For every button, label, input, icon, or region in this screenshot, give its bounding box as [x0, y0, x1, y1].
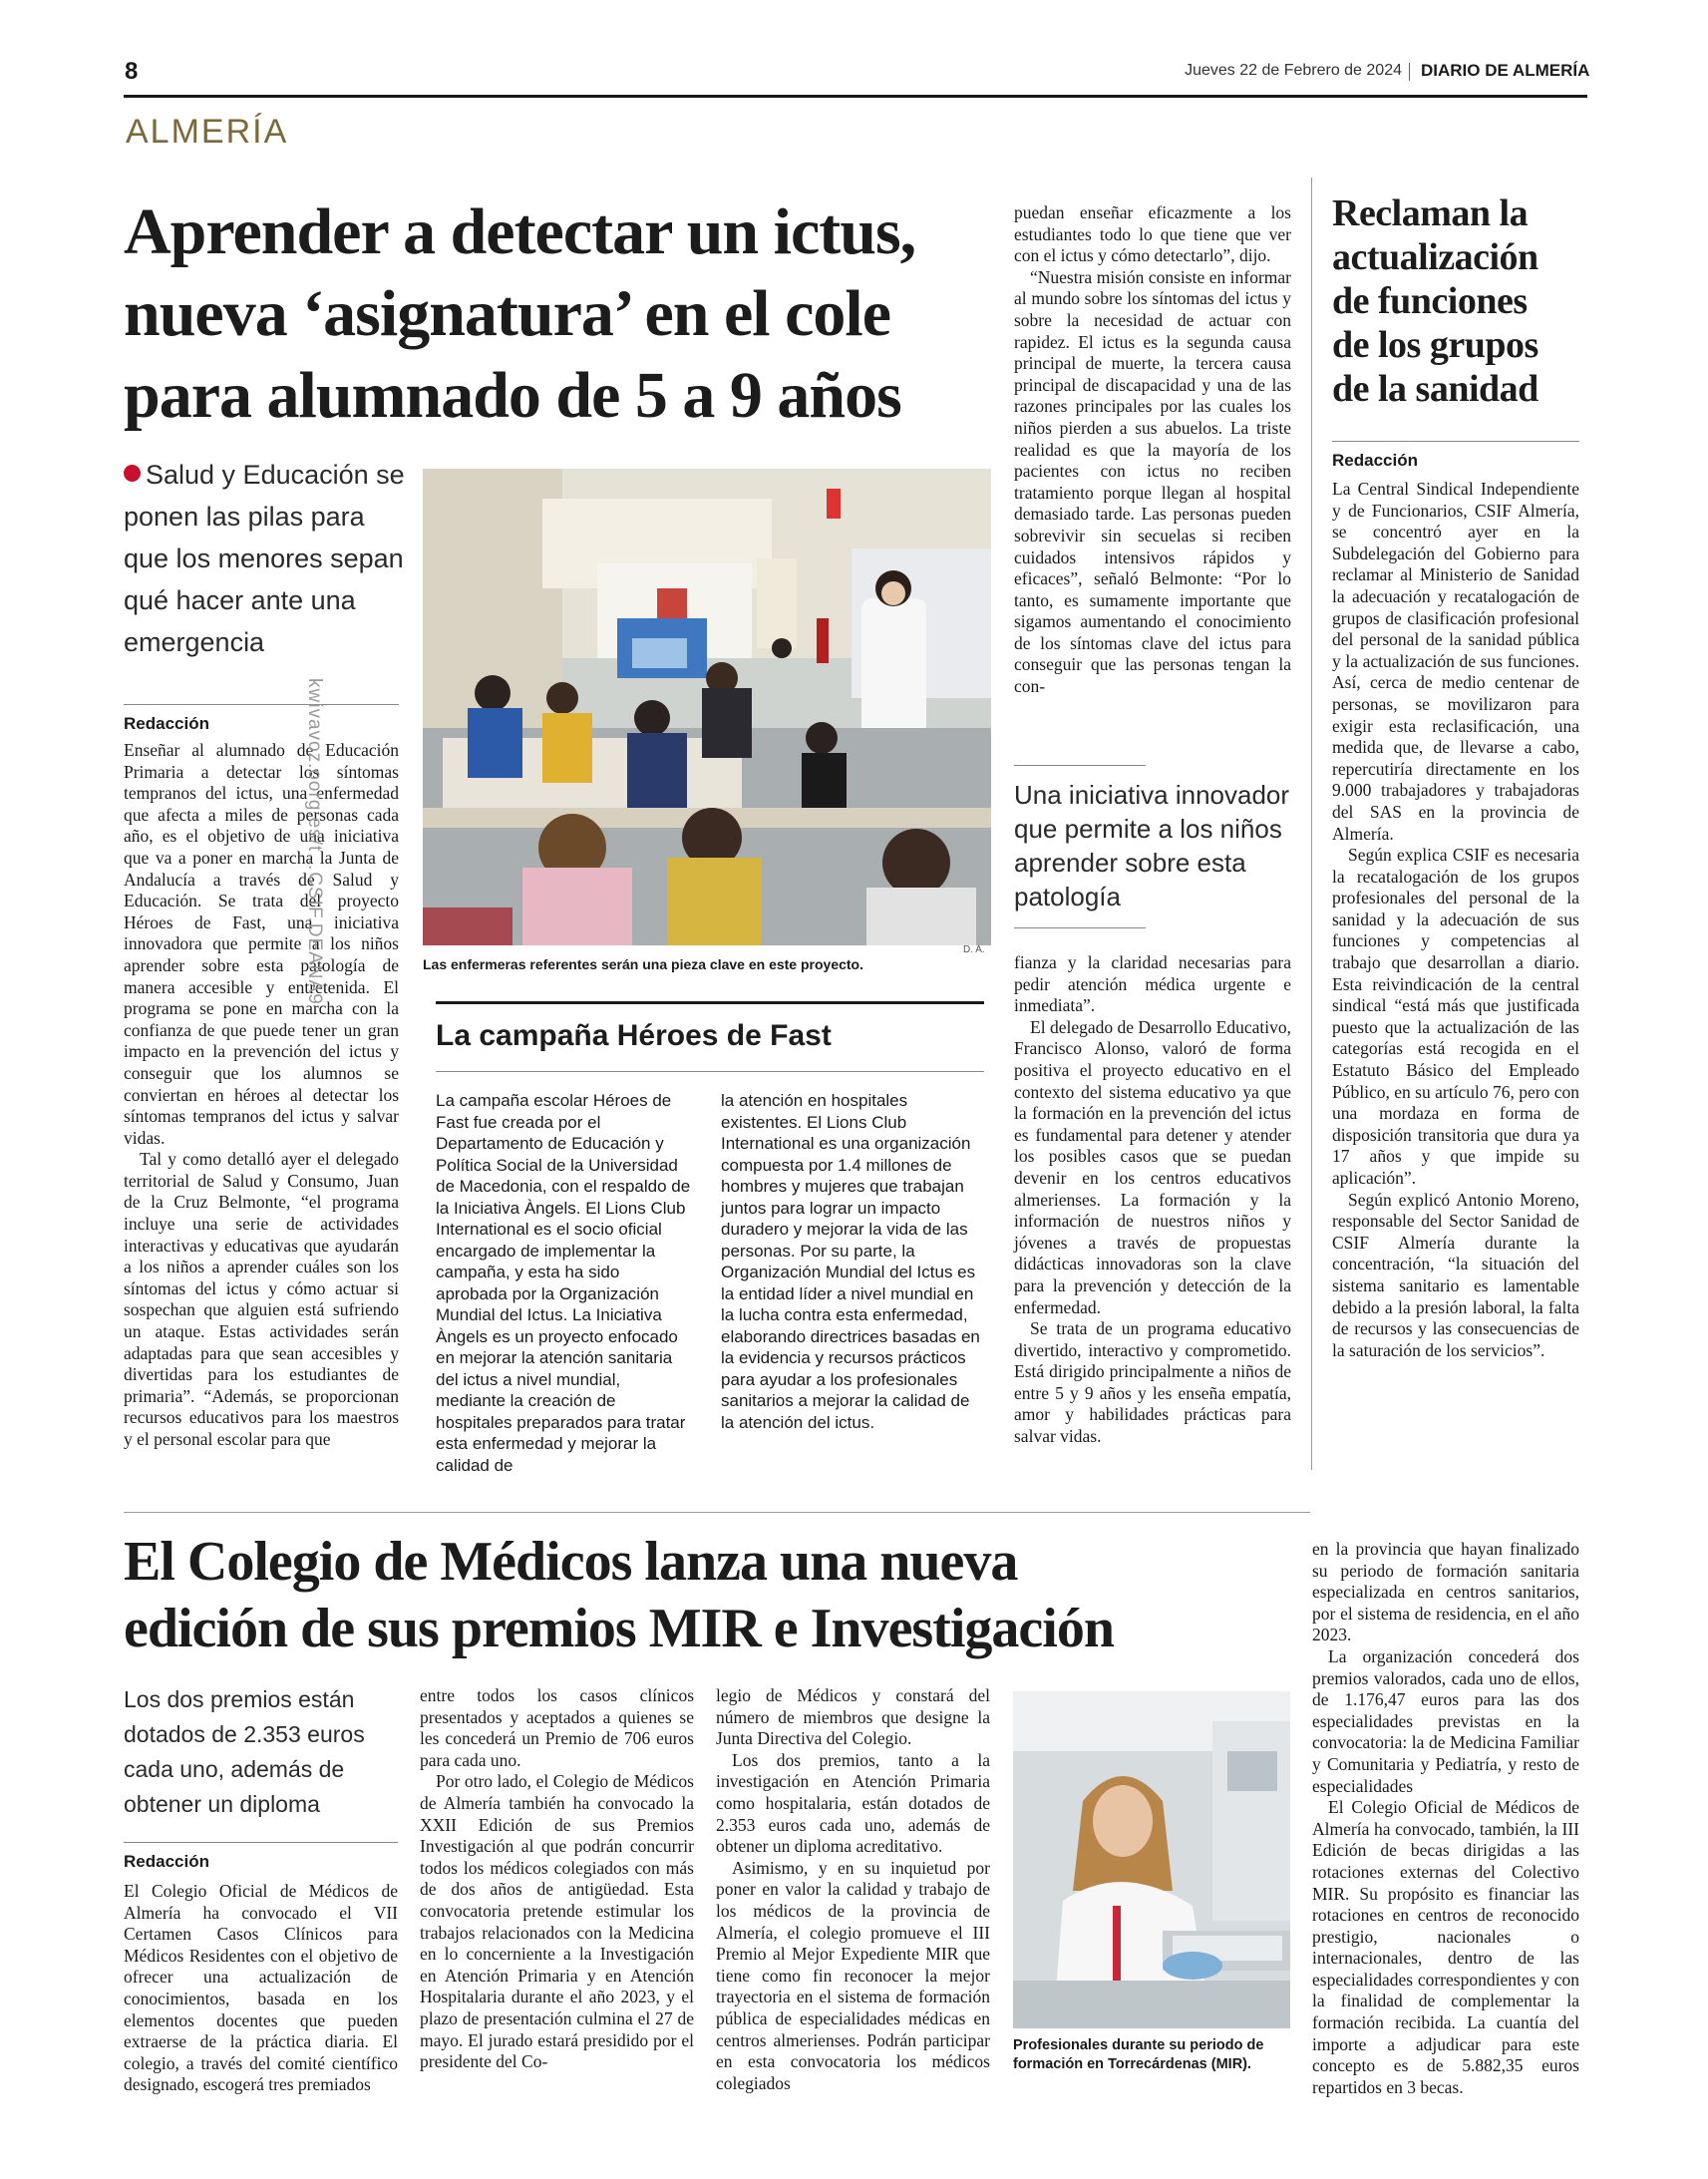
- article3-headline-line: edición de sus premios MIR e Investigación: [124, 1598, 1114, 1659]
- header-rule: [124, 95, 1587, 98]
- article2-body: [1332, 479, 1579, 1361]
- article3-paragraph: Asimismo, y en su inquietud por poner en valor la calidad y trabajo de los médicos de la provincia de Almería, el colegio promueve el III Premio al Mejor Expediente MIR que tiene como fin reconocer la mejor trayectoria en el sistema de formación pública de especialidades médicas en centros almerienses. Podrán participar en esta convocatoria los médicos colegiados: [716, 1857, 990, 2093]
- byline-rule: [124, 704, 399, 705]
- article1-headline-line: Aprender a detectar un ictus,: [124, 195, 916, 268]
- article2-headline-line: actualización: [1332, 236, 1538, 278]
- mir-doctor-photo: [1013, 1691, 1290, 2028]
- column-divider: [1311, 178, 1312, 1470]
- article1-byline: Redacción: [124, 714, 209, 733]
- article2-paragraph: Según explica CSIF es necesaria la recatalogación de los grupos profesionales del personal de la sanidad y la adecuación de sus funciones y competencias al trabajo que desarrollan a diario. Esta reivindicación de la central sindical “está más que justificada puesto que la actualización de las categorías está recogida en el Estatuto Básico del Empleado Público, en su artículo 76, pero con una mordaza en forma de disposición transitoria que dura ya 17 años y que impide su aplicación”.: [1332, 845, 1579, 1188]
- article3-headline-line: El Colegio de Médicos lanza una nueva: [124, 1531, 1018, 1593]
- sidebar-box-title: La campaña Héroes de Fast: [436, 1019, 832, 1052]
- pullquote-top-rule: [1014, 765, 1146, 766]
- header-date: Jueves 22 de Febrero de 2024: [1185, 62, 1402, 79]
- article3-subhead: Los dos premios están dotados de 2.353 euros cada uno, además de obtener un diploma: [124, 1686, 365, 1817]
- article1-headline-line: nueva ‘asignatura’ en el cole: [124, 277, 891, 350]
- article1-subhead-text: Salud y Educación se ponen las pilas para que los menores sepan qué hacer ante una emergencia: [124, 460, 405, 657]
- sidebar-box-top-rule: [436, 1001, 984, 1004]
- red-bullet-icon: [124, 465, 141, 482]
- article1-headline: [124, 191, 1001, 437]
- article3-paragraph: La organización concederá dos premios valorados, cada uno de ellos, de 1.176,47 euros para las dos especialidades previstas en la convocatoria: la de Medicina Familiar y Comunitaria y Pediatría, y resto de especialidades: [1312, 1645, 1579, 1796]
- article3-col3: [716, 1685, 990, 2094]
- article3-paragraph: entre todos los casos clínicos presentados y aceptados a quienes se les concederá un Premio de 706 euros para cada uno.: [420, 1685, 694, 1770]
- article3-paragraph: El Colegio Oficial de Médicos de Almería ha convocado el VII Certamen Casos Clínicos para Médicos Residentes con el objetivo de ofrecer una actualización de conocimientos, basada en los elementos docentes que pueden extraerse de la práctica diaria. El colegio, a través del comité científico designado, escogerá tres premiados: [124, 1881, 398, 2095]
- article3-col1: [124, 1881, 398, 2096]
- article1-col3-top: [1014, 202, 1291, 698]
- article2-paragraph: La Central Sindical Independiente y de Funcionarios, CSIF Almería, se concentró ayer en la Subdelegación del Gobierno para reclamar al Ministerio de Sanidad la adecuación y recatalogación de grupos de clasificación profesional del personal de la sanidad pública y la actualización de sus funciones. Así, cerca de medio centenar de personas, se movilizaron para exigir esta reclasificación, una medida que, de llevarse a cabo, repercutiría directamente en los 9.000 trabajadores y trabajadoras del SAS en la provincia de Almería.: [1332, 479, 1579, 844]
- article2-headline-line: de la sanidad: [1332, 368, 1538, 410]
- article1-paragraph: Se trata de un programa educativo divertido, interactivo y comprometido. Está dirigido principalmente a niños de entre 5 y 9 años y les enseña empatía, amor y habilidades prácticas para salvar vidas.: [1014, 1318, 1291, 1447]
- article3-paragraph: en la provincia que hayan finalizado su periodo de formación sanitaria especializada en centros sanitarios, por el sistema de residencia, en el año 2023.: [1312, 1539, 1579, 1645]
- article2-headline-line: Reclaman la: [1332, 192, 1529, 234]
- article1-paragraph: Tal y como detalló ayer el delegado territorial de Salud y Consumo, Juan de la Cruz Belmonte, “el programa incluye una serie de actividades interactivas y educativas que ayudarán a los niños a aprender cuáles son los síntomas del ictus y cómo actuar si sospechan que alguien está sufriendo un ataque. Estas actividades serán adaptadas para que sean accesibles y divertidas para los estudiantes de primaria”. “Además, se proporcionan recursos educativos para los maestros y el personal escolar para que: [124, 1149, 399, 1449]
- article1-subhead: [124, 454, 405, 663]
- article1-col1: [124, 740, 399, 1451]
- sidebar-box-title-rule: [436, 1071, 984, 1072]
- article2-headline-line: de funciones: [1332, 280, 1528, 322]
- article2-byline-rule: [1332, 441, 1579, 442]
- article2-headline: [1332, 191, 1591, 411]
- article3-paragraph: Por otro lado, el Colegio de Médicos de Almería también ha convocado la XXII Edición de sus Premios Investigación al que podrán concurrir todos los médicos colegiados con más de dos años de antigüedad. Esta convocatoria pretende estimular los trabajos relacionados con la Medicina en lo concerniente a la Investigación en Atención Primaria y en Atención Hospitalaria durante el año 2023, y el plazo de presentación culmina el 27 de mayo. El jurado estará presidido por el presidente del Co-: [420, 1771, 694, 2072]
- photo1-credit: D. A.: [963, 944, 985, 955]
- article3-byline-rule: [124, 1842, 398, 1843]
- article3-byline: Redacción: [124, 1852, 209, 1871]
- header-separator: [1409, 63, 1410, 81]
- pullquote-bottom-rule: [1014, 927, 1146, 928]
- article2-headline-line: de los grupos: [1332, 324, 1538, 366]
- page-number: 8: [125, 58, 139, 85]
- article1-col3-bottom: [1014, 952, 1291, 1448]
- sidebar-box-col2: la atención en hospitales existentes. El Lions Club International es una organización compuesta por 1.4 millones de hombres y mujeres que trabajan juntos para lograr un impacto duradero y mejorar la vida de las personas. Por su parte, la Organización Mundial del Ictus es la entidad líder a nivel mundial en la lucha contra esta enfermedad, elaborando directrices basadas en la evidencia y recursos prácticos para ayudar a los profesionales sanitarios a mejorar la calidad de la atención del ictus.: [721, 1091, 980, 1432]
- article1-paragraph: Enseñar al alumnado de Educación Primaria a detectar los síntomas tempranos del ictus, una enfermedad que afecta a miles de personas cada año, es el objetivo de una iniciativa que va a poner en marcha la Junta de Andalucía a través de Salud y Educación. Se trata del proyecto Héroes de Fast, una iniciativa innovadora que permite a los niños aprender sobre esta patología de manera accesible y entretenida. El programa se pone en marcha con la confianza de que puede tener un gran impacto en la prevención del ictus y conseguir que los alumnos se conviertan en héroes al detectar los síntomas tempranos del ictus y salvar vidas.: [124, 740, 399, 1148]
- publication-name: DIARIO DE ALMERÍA: [1421, 61, 1590, 80]
- article1-paragraph: “Nuestra misión consiste en informar al mundo sobre los síntomas del ictus y sobre la necesidad de actuar con rapidez. El ictus es la segunda causa principal de muerte, la tercera causa principal de discapacidad y una de las razones principales por las cuales los niños pierden a sus abuelos. La triste realidad es que la mayoría de los pacientes con ictus no reciben tratamiento porque llegan al hospital demasiado tarde. Las personas pueden sobrevivir sin secuelas si reciben cuidados intensivos rápidos y eficaces”, señaló Belmonte: “Por lo tanto, es sumamente importante que sigamos aumentando el conocimiento de los síntomas clave del ictus para conseguir que las personas tengan la con-: [1014, 266, 1291, 697]
- article1-pullquote: Una iniciativa innovador que permite a los niños aprender sobre esta patología: [1014, 780, 1290, 911]
- section-divider: [124, 1512, 1310, 1513]
- article2-byline: Redacción: [1332, 451, 1418, 470]
- sidebar-box-col1: La campaña escolar Héroes de Fast fue creada por el Departamento de Educación y Política Social de la Universidad de Macedonia, con el respaldo de la Iniciativa Àngels. El Lions Club International es el socio oficial encargado de implementar la campaña, y esta ha sido aprobada por la Organización Mundial del Ictus. La Iniciativa Àngels es un proyecto enfocado en mejorar la atención sanitaria del ictus a nivel mundial, mediante la creación de hospitales preparados para tratar esta enfermedad y mejorar la calidad de: [436, 1091, 691, 1475]
- section-label: ALMERÍA: [126, 113, 289, 151]
- article3-col5: [1312, 1539, 1579, 2098]
- photo1-caption: Las enfermeras referentes serán una pieza clave en este proyecto.: [423, 956, 863, 972]
- article1-paragraph: fianza y la claridad necesarias para pedir atención médica urgente e inmediata”.: [1014, 952, 1291, 1016]
- article1-paragraph: puedan enseñar eficazmente a los estudiantes todo lo que tiene que ver con el ictus y cómo detectarlo”, dijo.: [1014, 202, 1291, 266]
- watermark-text: kwivavoz.oorg.es/t…CSIF.DEANA9: [304, 678, 325, 1005]
- classroom-photo: [423, 469, 991, 945]
- photo2-caption: Profesionales durante su periodo de formación en Torrecárdenas (MIR).: [1013, 2037, 1264, 2072]
- article1-headline-line: para alumnado de 5 a 9 años: [124, 359, 901, 432]
- article3-headline: [124, 1529, 1320, 1662]
- article3-paragraph: Los dos premios, tanto a la investigación en Atención Primaria como hospitalaria, están dotados de 2.353 euros cada uno, además de obtener un diploma acreditativo.: [716, 1749, 990, 1857]
- article1-paragraph: El delegado de Desarrollo Educativo, Francisco Alonso, valoró de forma positiva el proyecto educativo en el contexto del sistema educativo ya que la formación en la prevención del ictus es fundamental para detener y atender los posibles casos que se puedan devenir en los centros educativos almerienses. La formación y la información de nuestros niños y jóvenes a través de propuestas didácticas innovadoras son la clave para la prevención y detección de la enfermedad.: [1014, 1016, 1291, 1317]
- article3-paragraph: legio de Médicos y constará del número de miembros que designe la Junta Directiva del Colegio.: [716, 1685, 990, 1749]
- article3-paragraph: El Colegio Oficial de Médicos de Almería ha convocado, también, la III Edición de becas dirigidas a las rotaciones externas del Colectivo MIR. Su propósito es financiar las rotaciones en centros de reconocido prestigio, nacionales o internacionales, dentro de las especialidades correspondientes y con la finalidad de complementar la formación recibida. La cuantía del importe a adjudicar para este concepto es de 5.882,35 euros repartidos en 3 becas.: [1312, 1797, 1579, 2097]
- article2-paragraph: Según explicó Antonio Moreno, responsable del Sector Sanidad de CSIF Almería durante la concentración, “la situación del sistema sanitario es lamentable debido a la presión laboral, la falta de recursos y las consecuencias de la saturación de los servicios”.: [1332, 1189, 1579, 1360]
- article3-col2: [420, 1685, 694, 2073]
